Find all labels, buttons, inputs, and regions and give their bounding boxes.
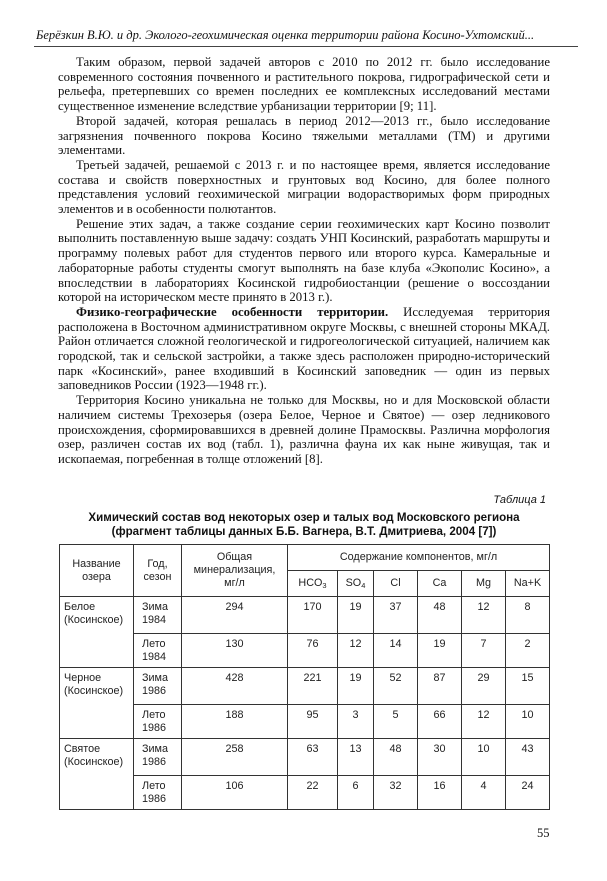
header-season: Год, сезон bbox=[134, 545, 182, 597]
mg-cell: 29 bbox=[462, 668, 506, 705]
table-row bbox=[60, 739, 550, 776]
paragraph-second-task: Второй задачей, которая решалась в период 2012—2013 гг., было исследование загрязнения почвенного покрова Косино тяжелыми металлами (ТМ) и другими элементами. bbox=[58, 113, 550, 158]
cl-cell: 5 bbox=[374, 705, 418, 739]
hco3-cell: 221 bbox=[288, 668, 338, 705]
header-divider bbox=[34, 46, 578, 47]
season-cell: Лето 1984 bbox=[134, 634, 182, 668]
so4-cell: 19 bbox=[338, 668, 374, 705]
ca-cell: 30 bbox=[418, 739, 462, 776]
table-title-line: Химический состав вод некоторых озер и талых вод Московского региона bbox=[88, 511, 520, 524]
paragraph-third-task: Третьей задачей, решаемой с 2013 г. и по настоящее время, является исследование состава и свойств поверхностных и грунтовых вод Косино, для более полного представления условий геохимической миграции водорастворимых форм природных элементов и в особенности полютантов. bbox=[58, 157, 550, 217]
chemistry-table bbox=[59, 544, 550, 810]
cl-cell: 14 bbox=[374, 634, 418, 668]
header-mg: Mg bbox=[462, 571, 506, 597]
header-hco3: $HCO_3$ bbox=[288, 571, 338, 597]
table-source-line: (фрагмент таблицы данных Б.Б. Вагнера, В.Т. Дмитриева, 2004 [7]) bbox=[111, 525, 497, 538]
total-cell: 106 bbox=[182, 776, 288, 810]
mg-cell: 7 bbox=[462, 634, 506, 668]
total-cell: 130 bbox=[182, 634, 288, 668]
hco3-cell: 22 bbox=[288, 776, 338, 810]
so4-cell: 19 bbox=[338, 597, 374, 634]
season-cell: Зима 1986 bbox=[134, 668, 182, 705]
so4-cell: 12 bbox=[338, 634, 374, 668]
ca-cell: 48 bbox=[418, 597, 462, 634]
header-total-mineralization: Общая минерализация, мг/л bbox=[182, 545, 288, 597]
na-k-cell: 24 bbox=[506, 776, 550, 810]
so4-cell: 6 bbox=[338, 776, 374, 810]
hco3-cell: 76 bbox=[288, 634, 338, 668]
mg-cell: 4 bbox=[462, 776, 506, 810]
header-components-group: Содержание компонентов, мг/л bbox=[288, 545, 550, 571]
table-row bbox=[60, 776, 550, 810]
lake-name: Черное (Косинское) bbox=[60, 668, 134, 739]
header-lake: Название озера bbox=[60, 545, 134, 597]
hco3-cell: 170 bbox=[288, 597, 338, 634]
total-cell: 294 bbox=[182, 597, 288, 634]
running-header: Берёзкин В.Ю. и др. Эколого-геохимическая оценка территории района Косино-Ухтомский... bbox=[36, 28, 535, 42]
ca-cell: 16 bbox=[418, 776, 462, 810]
na-k-cell: 43 bbox=[506, 739, 550, 776]
header-ca: Ca bbox=[418, 571, 462, 597]
cl-cell: 37 bbox=[374, 597, 418, 634]
ca-cell: 66 bbox=[418, 705, 462, 739]
hco3-cell: 95 bbox=[288, 705, 338, 739]
table-title bbox=[58, 511, 550, 539]
season-cell: Лето 1986 bbox=[134, 705, 182, 739]
so4-cell: 3 bbox=[338, 705, 374, 739]
lake-name: Белое (Косинское) bbox=[60, 597, 134, 668]
table-row bbox=[60, 668, 550, 705]
table-label: Таблица 1 bbox=[493, 494, 546, 506]
table-row bbox=[60, 705, 550, 739]
paragraph-first-task: Таким образом, первой задачей авторов с 2010 по 2012 гг. было исследование современного состояния почвенного и растительного покрова, гидрографической сети и рельефа, претерпевших со времен последних ее комплексных исследований местами существенное изменение вследствие урбанизации территории [9; 11]. bbox=[58, 55, 550, 114]
cl-cell: 52 bbox=[374, 668, 418, 705]
na-k-cell: 10 bbox=[506, 705, 550, 739]
season-cell: Зима 1984 bbox=[134, 597, 182, 634]
na-k-cell: 15 bbox=[506, 668, 550, 705]
season-cell: Лето 1986 bbox=[134, 776, 182, 810]
paragraph-physgeo bbox=[58, 305, 550, 393]
header-na-k: Na+K bbox=[506, 571, 550, 597]
ca-cell: 19 bbox=[418, 634, 462, 668]
mg-cell: 12 bbox=[462, 597, 506, 634]
table-row bbox=[60, 634, 550, 668]
cl-cell: 32 bbox=[374, 776, 418, 810]
mg-cell: 10 bbox=[462, 739, 506, 776]
ca-cell: 87 bbox=[418, 668, 462, 705]
header-cl: Cl bbox=[374, 571, 418, 597]
total-cell: 188 bbox=[182, 705, 288, 739]
physgeo-text: Исследуемая территория расположена в Восточном административном округе Москвы, с внешней стороны МКАД. Район отличается сложной геологической и гидрогеологической ситуацией, наличием как городской, так и сельской застройки, а также здесь расположен природно-исторический парк «Косинский», ранее входивший в Косинский заповедник — один из первых заповедников России (1923—1948 гг.). bbox=[58, 304, 550, 393]
page-number: 55 bbox=[537, 826, 550, 840]
paragraph-solution: Решение этих задач, а также создание серии геохимических карт Косино позволит выполнить поставленную выше задачу: создать УНП Косинский, разработать маршруты и программу полевых работ для студентов первого или второго курса. Камеральные и лабораторные работы студенты смогут выполнять на базе клуба «Экополис Косино», а впоследствии в лабораториях Косинской гидробиостанции (решение о воссоздании которой на историческом месте принято в 2013 г.). bbox=[58, 216, 550, 305]
hco3-cell: 63 bbox=[288, 739, 338, 776]
paragraph-kosino: Территория Косино уникальна не только для Москвы, но и для Московской области наличием системы Трехозерья (озера Белое, Черное и Святое) — озер ледникового происхождения, сформировавшихся в древней долине Прамосквы. Различна морфология озер, различен состав их вод (табл. 1), различна фауна их как ныне живущая, так и ископаемая, погребенная в толще отложений [8]. bbox=[58, 393, 550, 466]
so4-cell: 13 bbox=[338, 739, 374, 776]
total-cell: 428 bbox=[182, 668, 288, 705]
article-body bbox=[58, 55, 550, 467]
section-heading-physgeo: Физико-географические особенности территории. bbox=[76, 304, 389, 319]
mg-cell: 12 bbox=[462, 705, 506, 739]
na-k-cell: 2 bbox=[506, 634, 550, 668]
total-cell: 258 bbox=[182, 739, 288, 776]
cl-cell: 48 bbox=[374, 739, 418, 776]
season-cell: Зима 1986 bbox=[134, 739, 182, 776]
header-so4: $SO_4$ bbox=[338, 571, 374, 597]
lake-name: Святое (Косинское) bbox=[60, 739, 134, 810]
na-k-cell: 8 bbox=[506, 597, 550, 634]
table-row bbox=[60, 597, 550, 634]
